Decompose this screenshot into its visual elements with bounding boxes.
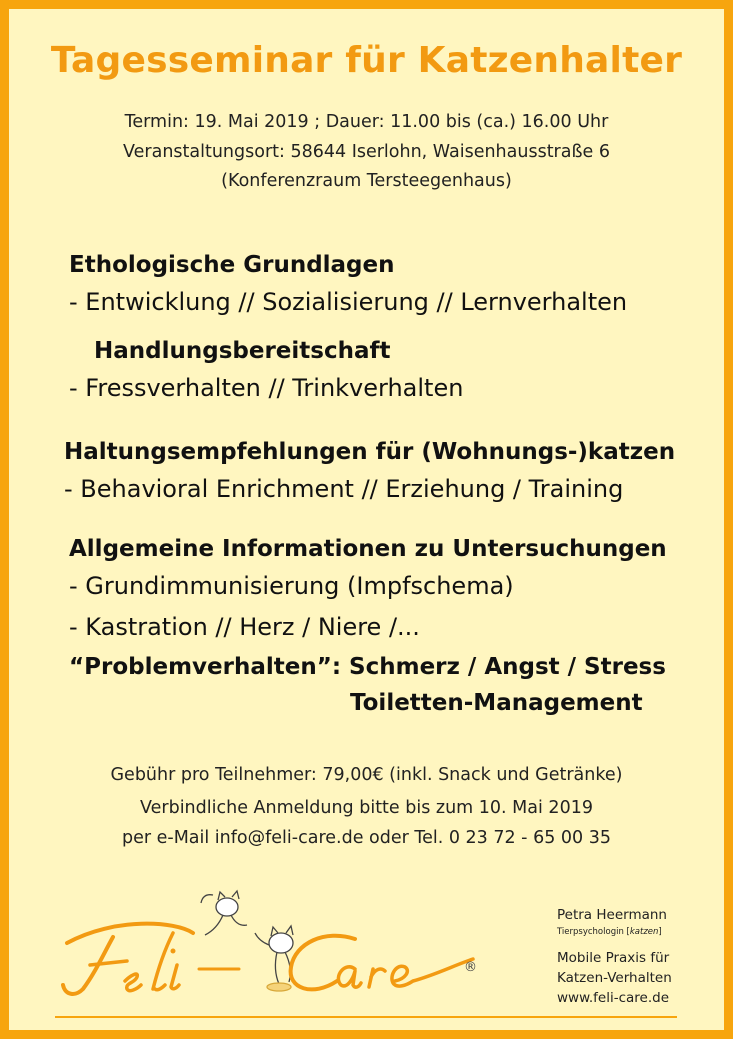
contact-website: www.feli-care.de xyxy=(557,990,670,1006)
topic-heading: Haltungsempfehlungen für (Wohnungs-)katzen xyxy=(64,439,676,465)
registration-deadline: Verbindliche Anmeldung bitte bis zum 10. Mai 2019 xyxy=(140,798,593,818)
topic-line: - Entwicklung // Sozialisierung // Lernverhalten xyxy=(69,288,628,316)
topic-line: - Fressverhalten // Trinkverhalten xyxy=(69,374,464,402)
feli-care-logo xyxy=(55,885,485,1013)
topic-line-bold: Toiletten-Management xyxy=(350,690,643,716)
topic-line: - Kastration // Herz / Niere /... xyxy=(69,613,420,641)
event-room: (Konferenzraum Tersteegenhaus) xyxy=(221,171,512,191)
event-location: Veranstaltungsort: 58644 Iserlohn, Waisenhausstraße 6 xyxy=(123,142,610,162)
page-title: Tagesseminar für Katzenhalter xyxy=(50,40,683,81)
contact-role: Tierpsychologin [katzen] xyxy=(557,927,662,937)
contact-practice-line2: Katzen-Verhalten xyxy=(557,970,672,986)
topic-line: - Behavioral Enrichment // Erziehung / Training xyxy=(64,475,624,503)
topic-heading: Ethologische Grundlagen xyxy=(69,252,395,278)
topic-line-bold: “Problemverhalten”: Schmerz / Angst / Stress xyxy=(69,654,666,680)
registration-contact: per e-Mail info@feli-care.de oder Tel. 0 23 72 - 65 00 35 xyxy=(121,828,611,848)
contact-name: Petra Heermann xyxy=(557,907,667,923)
topic-heading: Allgemeine Informationen zu Untersuchungen xyxy=(69,536,667,562)
topic-heading: Handlungsbereitschaft xyxy=(94,338,391,364)
event-date: Termin: 19. Mai 2019 ; Dauer: 11.00 bis (ca.) 16.00 Uhr xyxy=(124,112,609,132)
cat-figures-icon xyxy=(201,891,293,991)
registered-mark: ® xyxy=(464,960,477,975)
fee-text: Gebühr pro Teilnehmer: 79,00€ (inkl. Snack und Getränke) xyxy=(110,765,623,785)
footer-divider xyxy=(55,1016,677,1018)
contact-practice-line1: Mobile Praxis für xyxy=(557,950,670,966)
topic-line: - Grundimmunisierung (Impfschema) xyxy=(69,572,514,600)
